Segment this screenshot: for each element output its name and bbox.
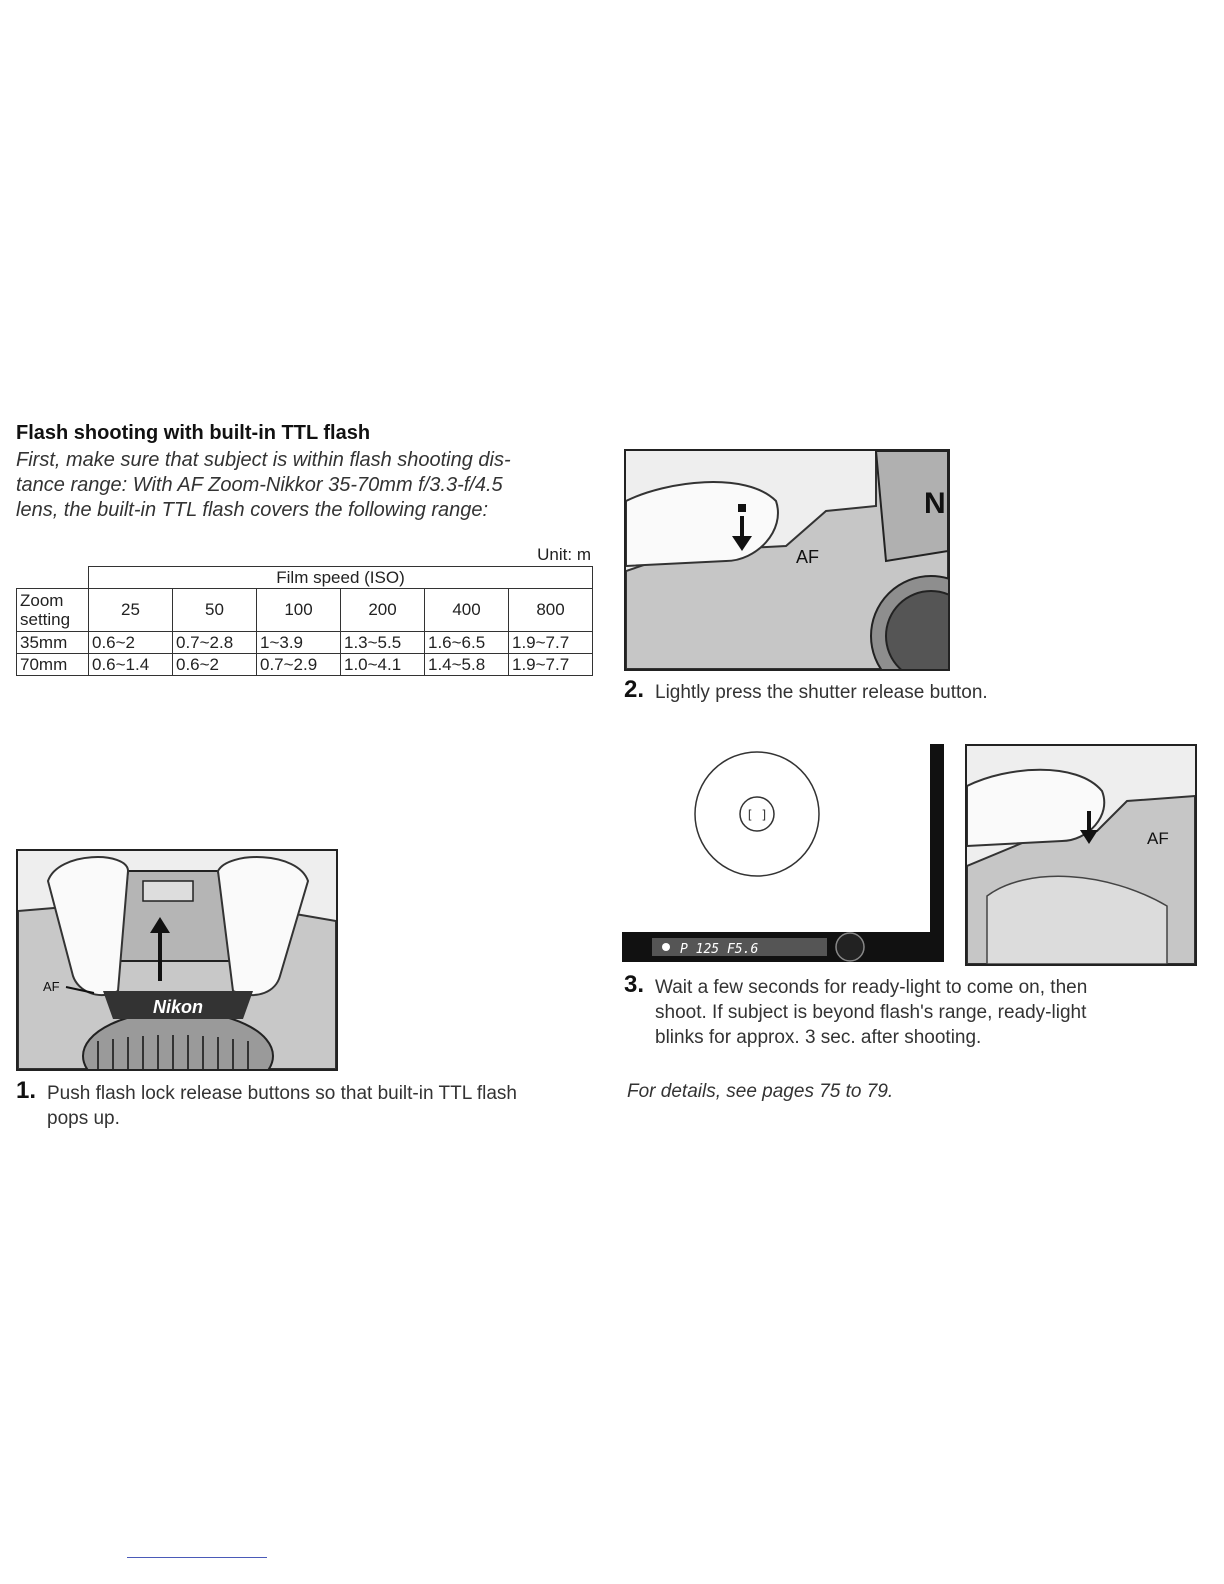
step-line: shoot. If subject is beyond flash's range, ready-light <box>655 1002 1087 1023</box>
af-label: AF <box>43 979 60 994</box>
step-number: 3. <box>624 971 645 998</box>
range-cell: 0.6~1.4 <box>89 654 173 676</box>
flash-popup-illustration <box>16 849 338 1071</box>
range-cell: 1.6~6.5 <box>425 632 509 654</box>
table-header-row <box>17 589 593 632</box>
table-row <box>17 654 593 676</box>
step-text <box>47 1081 517 1131</box>
iso-header-cell: 800 <box>509 589 593 632</box>
nikon-logo-text: Nikon <box>152 997 204 1017</box>
range-cell: 0.6~2 <box>173 654 257 676</box>
range-cell: 1.3~5.5 <box>341 632 425 654</box>
table-group-header-row <box>17 567 593 589</box>
n-logo-letter: N <box>924 487 946 520</box>
iso-header-cell: 100 <box>257 589 341 632</box>
intro-line: First, make sure that subject is within flash shooting dis- <box>16 449 511 471</box>
step-number: 1. <box>16 1077 37 1104</box>
range-cell: 0.6~2 <box>89 632 173 654</box>
range-cell: 0.7~2.8 <box>173 632 257 654</box>
film-speed-header: Film speed (ISO) <box>89 567 593 589</box>
intro-paragraph <box>16 448 596 523</box>
shutter-press-illustration <box>624 449 950 671</box>
svg-text:[ ]: [ ] <box>746 808 768 822</box>
step-text <box>655 680 988 705</box>
step-text <box>655 975 1087 1050</box>
range-cell: 1.9~7.7 <box>509 654 593 676</box>
af-label: AF <box>1147 829 1169 848</box>
step-line: blinks for approx. 3 sec. after shooting. <box>655 1027 982 1048</box>
footer-rule <box>127 1557 267 1558</box>
af-label: AF <box>796 547 820 567</box>
range-cell: 1.9~7.7 <box>509 632 593 654</box>
zoom-cell: 35mm <box>17 632 89 654</box>
shutter-press-closeup-illustration <box>965 744 1197 966</box>
step-number: 2. <box>624 676 645 703</box>
step-line: pops up. <box>47 1108 120 1129</box>
flash-range-table <box>16 566 593 676</box>
table-corner-cell <box>17 567 89 589</box>
step-2 <box>624 677 1204 707</box>
details-reference: For details, see pages 75 to 79. <box>627 1081 894 1102</box>
zoom-header-line2: setting <box>20 610 71 629</box>
viewfinder-drawing <box>622 742 948 964</box>
iso-header-cell: 25 <box>89 589 173 632</box>
viewfinder-readout: P 125 F5.6 <box>680 942 759 957</box>
viewfinder-diagram <box>622 742 948 964</box>
table-row <box>17 632 593 654</box>
step-line: Lightly press the shutter release button. <box>655 682 988 703</box>
zoom-header-line1: Zoom <box>20 591 64 610</box>
step-line: Wait a few seconds for ready-light to come on, then <box>655 977 1088 998</box>
zoom-setting-header <box>17 589 89 632</box>
intro-line: tance range: With AF Zoom-Nikkor 35-70mm f/3.3-f/4.5 <box>16 474 503 496</box>
range-cell: 1~3.9 <box>257 632 341 654</box>
section-heading: Flash shooting with built-in TTL flash <box>16 422 371 444</box>
range-cell: 1.4~5.8 <box>425 654 509 676</box>
iso-header-cell: 50 <box>173 589 257 632</box>
iso-header-cell: 400 <box>425 589 509 632</box>
shutter-closeup-drawing <box>967 746 1195 964</box>
intro-line: lens, the built-in TTL flash covers the following range: <box>16 499 489 521</box>
shutter-press-drawing <box>626 451 948 669</box>
step-3 <box>624 972 1204 1052</box>
iso-header-cell: 200 <box>341 589 425 632</box>
step-line: Push flash lock release buttons so that built-in TTL flash <box>47 1083 517 1104</box>
range-cell: 1.0~4.1 <box>341 654 425 676</box>
step-1 <box>16 1078 596 1138</box>
table-unit-label: Unit: m <box>537 545 591 564</box>
zoom-cell: 70mm <box>17 654 89 676</box>
flash-popup-drawing <box>18 851 336 1069</box>
range-cell: 0.7~2.9 <box>257 654 341 676</box>
